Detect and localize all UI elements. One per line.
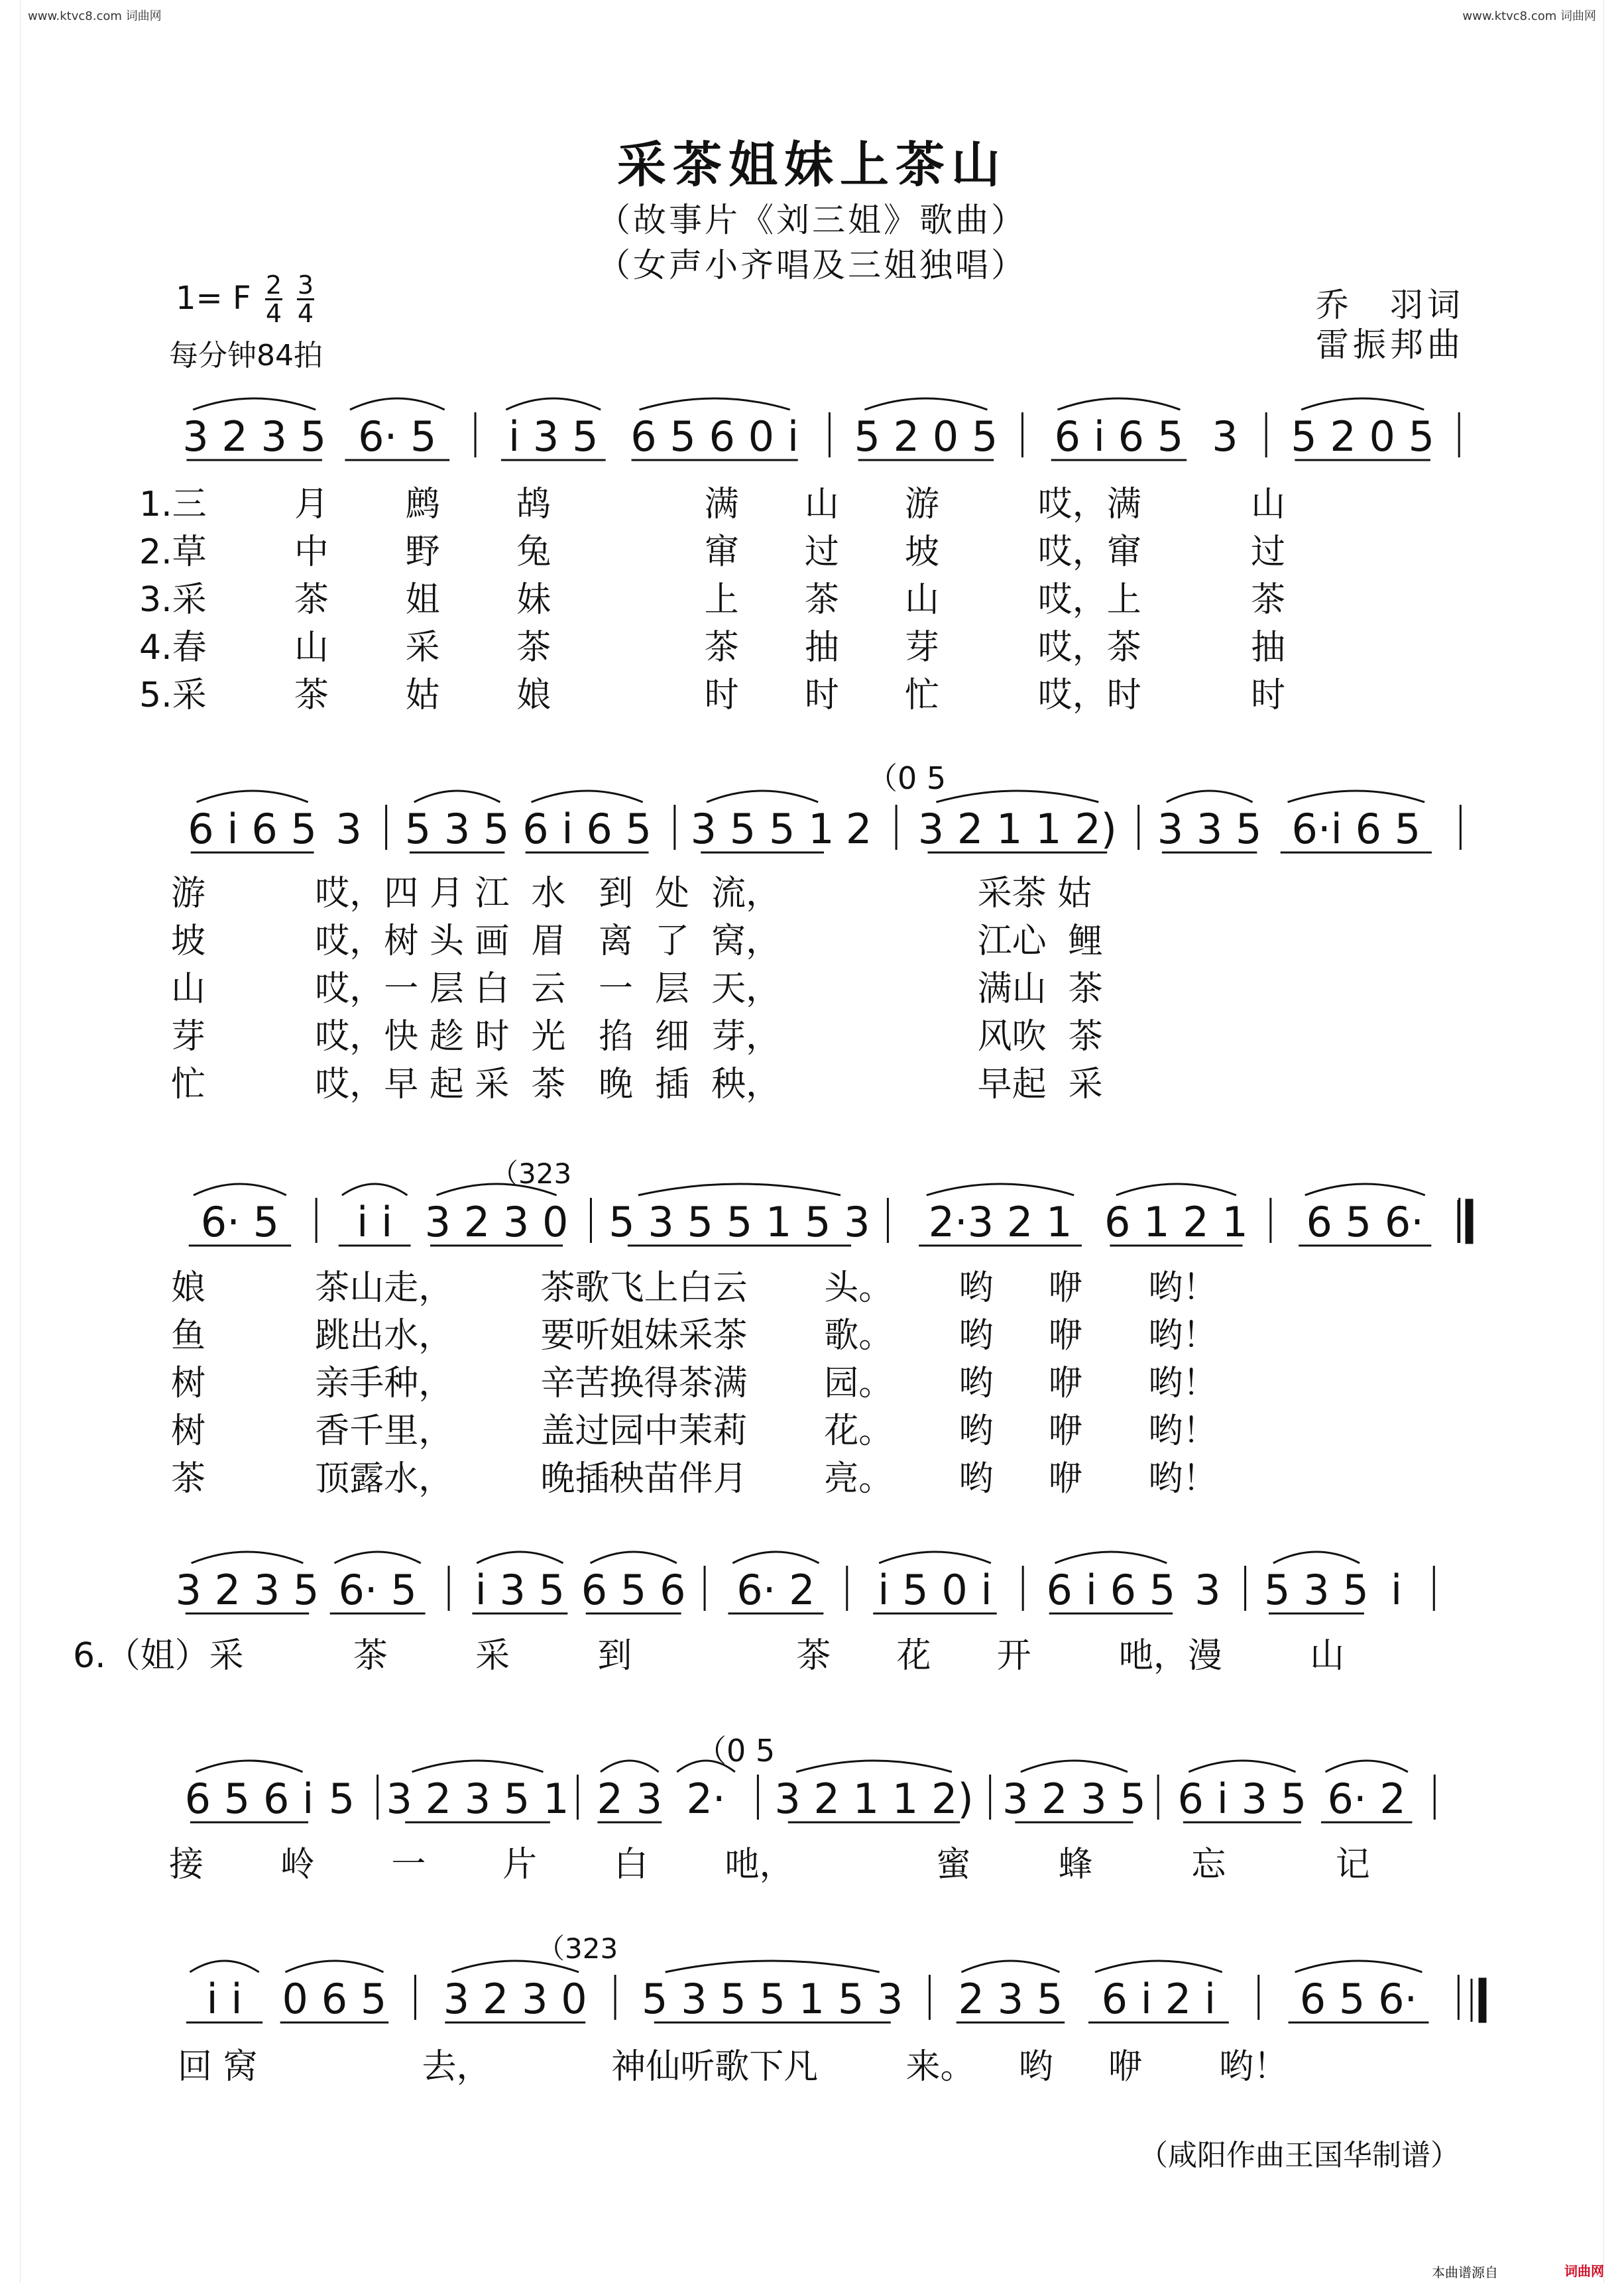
note-group: 6· 5 [358,412,437,461]
note-group: 3 2 1 1 2) [917,805,1117,853]
slur-arc [1273,1552,1360,1563]
note-group: 5 3 5 5 1 5 3 [642,1975,903,2023]
slur-arc [864,398,987,410]
note-group: 6 1 2 1 [1104,1198,1248,1246]
note-group: 2 [845,805,872,853]
note-group: i [1390,1566,1403,1614]
slur-arc [732,1552,819,1563]
slur-arc [638,1184,841,1195]
slur-arc [197,791,308,802]
note-group: i i [206,1975,243,2023]
slur-arc [707,791,818,802]
slur-arc [414,791,500,802]
slur-arc [193,398,316,410]
lyric-line: 茶 顶露水， 晚插秧苗伴月 亮。 哟 咿 哟！ [171,1459,1218,1499]
note-group: 2· [686,1775,726,1823]
final-barline-thick [1479,1979,1485,2022]
slur-arc [1167,791,1253,802]
note-group: 6 i 2 i [1101,1975,1216,2023]
grace-note-3: （0 5 [696,1733,776,1769]
note-group: 3 2 3 5 [1002,1775,1146,1823]
note-group: 6 i 3 5 [1177,1775,1307,1823]
watermark-right: www.ktvc8.com 词曲网 [1462,9,1596,23]
note-group: 5 2 0 5 [1291,412,1435,461]
note-group: 3 3 5 [1157,805,1262,853]
final-barline-thick [1466,1200,1472,1243]
lyricist-credit: 乔 羽词 [1316,286,1464,324]
note-group: 6· 2 [736,1566,815,1614]
note-group: 6· 2 [1327,1775,1406,1823]
lyric-line: 6.（姐）采 茶 采 到 茶 花 开 吔，漫 山 [73,1636,1345,1676]
note-group: 3 5 5 1 [690,805,835,853]
slur-arc [1021,1761,1128,1772]
slur-arc [1305,1184,1425,1195]
slur-arc [927,1184,1074,1195]
slur-arc [285,1961,383,1972]
note-group: 3 2 3 5 [182,412,327,461]
site-logo: 词曲网 [1564,2263,1604,2279]
lyric-line: 2.草 中 野 兔 窜 过 坡 哎，窜 过 [139,532,1286,572]
slur-arc [936,791,1098,802]
source-label: 本曲谱源自 [1432,2264,1498,2280]
key-signature: 1= F [176,280,251,317]
note-group: 6 i 6 5 [188,805,317,853]
note-group: i i [357,1198,393,1246]
note-group: 6 i 6 5 [522,805,652,853]
slur-arc [1116,1184,1236,1195]
note-group: 6· 5 [338,1566,417,1614]
note-group: 6 5 6 0 i [630,412,799,461]
slur-arc [532,791,643,802]
slur-arc [192,1552,304,1563]
composer-credit: 雷振邦曲 [1316,325,1464,364]
note-group: 6· 5 [200,1198,280,1246]
lyric-line: 树 亲手种， 辛苦换得茶满 园。 哟 咿 哟！ [171,1364,1218,1403]
slur-arc [1288,791,1425,802]
note-group: 6·i 6 5 [1291,805,1421,853]
slur-arc [1301,398,1424,410]
subtitle-performance: （女声小齐唱及三姐独唱） [597,246,1027,284]
slur-arc [190,1961,259,1972]
lyric-line: 3.采 茶 姐 妹 上 茶 山 哎，上 茶 [139,580,1286,620]
note-group: i 3 5 [475,1566,565,1614]
note-group: 2·3 2 1 [928,1198,1073,1246]
time-sig-3-4: 3 4 [297,270,314,328]
note-group: 5 [328,1775,355,1823]
note-group: 3 2 3 0 [443,1975,587,2023]
lyric-line: 1.三 月 鹧 鸪 满 山 游 哎，满 山 [139,485,1286,524]
slur-arc [477,1552,563,1563]
slur-arc [796,1761,952,1772]
note-group: 3 2 3 0 [424,1198,569,1246]
note-group: 5 3 5 5 1 5 3 [609,1198,870,1246]
time-sig-2-4: 2 4 [265,270,282,328]
lyric-line: 树 香千里， 盖过园中茉莉 花。 哟 咿 哟！ [171,1411,1218,1451]
slur-arc [879,1552,991,1563]
slur-arc [342,1184,407,1195]
note-group: 6 5 6· [1299,1975,1418,2023]
subtitle-film: （故事片《刘三姐》歌曲） [597,201,1027,239]
lyric-line: 接 岭 一 片 白 吔， 蜜 蜂 忘 记 [169,1845,1370,1885]
note-group: 5 3 5 [1264,1566,1369,1614]
note-group: i 3 5 [508,412,599,461]
lyric-line: 游 哎，四 月 江 水 到 处 流， 采茶 姑 [171,874,1092,913]
lyric-line: 芽 哎，快 趁 时 光 掐 细 芽， 风吹 茶 [171,1017,1103,1057]
slur-arc [1189,1761,1295,1772]
slur-arc [1295,1961,1422,1972]
lyric-line: 山 哎，一 层 白 云 一 层 天， 满山 茶 [171,969,1103,1009]
grace-note-2: （323 [491,1157,572,1190]
note-group: 3 [1194,1566,1221,1614]
lyric-line: 坡 哎，树 头 画 眉 离 了 窝， 江心 鲤 [171,921,1103,961]
note-group: 3 2 3 5 1 [386,1775,569,1823]
note-group: 2 3 5 [958,1975,1063,2023]
note-group: 5 3 5 [404,805,510,853]
lyric-line: 忙 哎，早 起 采 茶 晚 插 秧， 早起 采 [171,1065,1103,1104]
lyric-line: 回 窝 去， 神仙听歌下凡 来。 哟 咿 哟！ [178,2047,1288,2087]
arranger-credit: （咸阳作曲王国华制谱） [1139,2138,1460,2172]
slur-arc [194,1184,286,1195]
watermark-left: www.ktvc8.com 词曲网 [28,9,162,23]
grace-note-4: （323 [537,1932,618,1965]
note-group: 6 5 6 [581,1566,686,1614]
note-group: 3 2 3 5 [175,1566,319,1614]
slur-arc [1095,1961,1222,1972]
slur-arc [412,1761,544,1772]
slur-arc [961,1961,1059,1972]
note-group: 3 2 1 1 2) [774,1775,974,1823]
note-group: 2 3 [597,1775,663,1823]
slur-arc [1057,398,1180,410]
note-group: i 5 0 i [878,1566,992,1614]
note-group: 6 i 6 5 [1046,1566,1176,1614]
slur-arc [1055,1552,1167,1563]
lyric-line: 娘 茶山走， 茶歌飞上白云 头。 哟 咿 哟！ [171,1268,1218,1308]
slur-arc [666,1961,880,1972]
slur-arc [640,398,790,410]
lyric-line: 鱼 跳出水， 要听姐妹采茶 歌。 哟 咿 哟！ [171,1316,1218,1356]
tempo-marking: 每分钟84拍 [169,339,323,373]
song-title: 采茶姐妹上茶山 [617,137,1007,194]
slur-arc [601,1761,659,1772]
note-group: 6 5 6 i [184,1775,314,1823]
lyric-line: 4.春 山 采 茶 茶 抽 芽 哎，茶 抽 [139,628,1286,668]
slur-arc [1326,1761,1408,1772]
slur-arc [335,1552,421,1563]
lyric-line: 5.采 茶 姑 娘 时 时 忙 哎，时 时 [139,675,1286,715]
slur-arc [506,398,601,410]
slur-arc [591,1552,677,1563]
slur-arc [350,398,445,410]
note-group: 6 i 6 5 [1054,412,1184,461]
note-group: 3 [1212,412,1238,461]
note-group: 3 [335,805,362,853]
note-group: 5 2 0 5 [854,412,998,461]
slur-arc [196,1761,302,1772]
grace-note-1: （0 5 [867,760,947,796]
note-group: 6 5 6· [1306,1198,1424,1246]
note-group: 0 6 5 [282,1975,387,2023]
